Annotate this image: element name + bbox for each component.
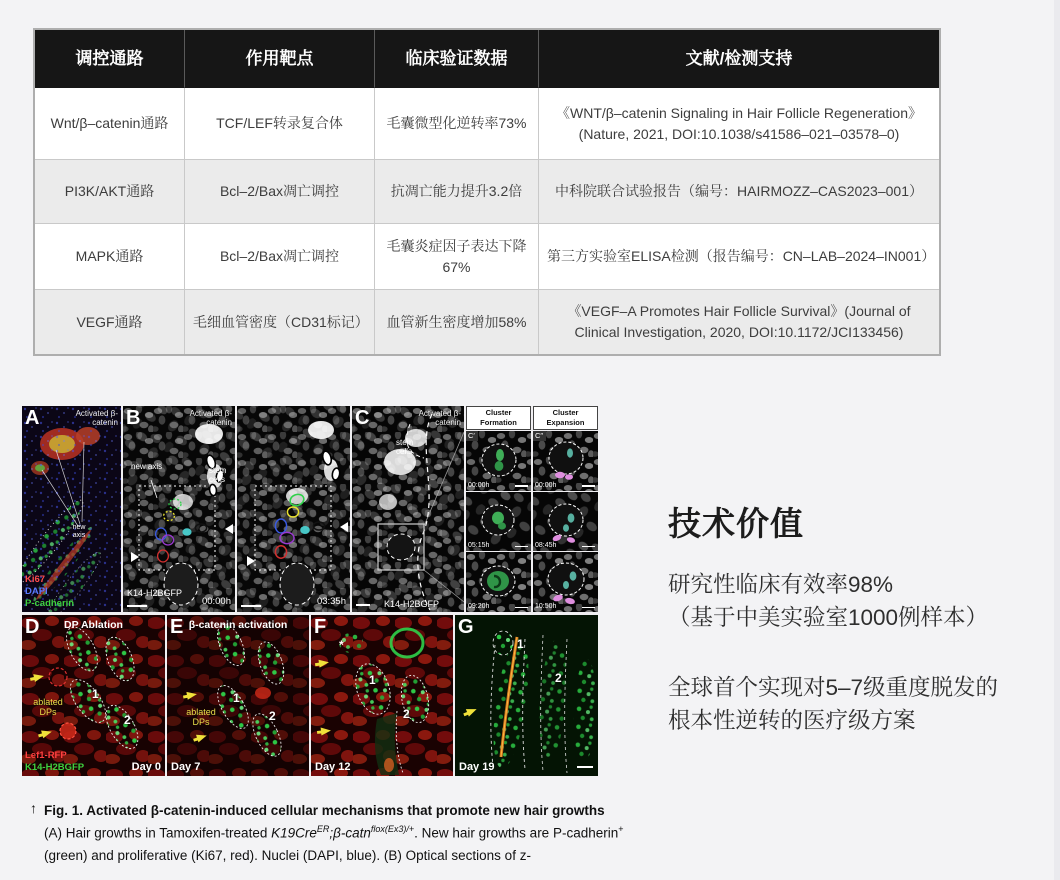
white-arrowhead-icon (131, 552, 139, 562)
table-header-clinical: 临床验证数据 (375, 30, 539, 88)
yellow-arrow-icon (186, 690, 197, 700)
new-axis-label: new axis (72, 524, 86, 540)
day-label: Day 12 (315, 761, 351, 773)
panel-letter: B (126, 407, 141, 429)
figure-panel-b2 (237, 406, 350, 612)
table-cell: Bcl–2/Bax凋亡调控 (185, 160, 375, 224)
figure-panel-e (167, 615, 309, 776)
ki67-legend: Ki67 (25, 574, 46, 586)
follicle-number: 2 (555, 671, 562, 685)
gene-name: K19Cre (271, 825, 317, 841)
table-cell: 《WNT/β–catenin Signaling in Hair Follicle Regeneration》 (Nature, 2021, DOI:10.1038/s41586–021–03578–0) (539, 88, 939, 160)
white-arrowhead-icon (340, 522, 348, 532)
pcadherin-legend: P-cadherin (25, 598, 75, 610)
caption-text (44, 800, 632, 867)
activated-b-catenin-label: Activated β-catenin (418, 409, 461, 427)
follicle-number: 2 (124, 713, 131, 727)
follicle-number: 2 (269, 709, 276, 723)
follicle-number: 2 (403, 707, 410, 721)
subpanel-label: C′ (466, 431, 478, 441)
gene-name: ;β-catn (329, 825, 371, 841)
up-arrow-icon: ↑ (30, 800, 37, 816)
cluster-formation-header: Cluster Formation (466, 406, 531, 430)
figure-1-microscopy (22, 406, 598, 776)
panel-letter: G (458, 616, 474, 638)
follicle-number: 1 (517, 637, 524, 651)
scale-bar (356, 604, 370, 606)
scale-bar (577, 766, 593, 768)
day-label: Day 7 (171, 761, 201, 773)
caption-line: . New hair growths are P-cadherin (414, 825, 619, 841)
panel-a-legend (25, 574, 74, 610)
gene-superscript: flox(Ex3)/+ (370, 824, 415, 834)
scale-bar (515, 607, 528, 609)
technical-value-section (668, 498, 1040, 738)
follicle-number: 1 (369, 673, 376, 687)
grayscale-image (352, 406, 464, 612)
asterisk-marker: * (339, 638, 344, 652)
scale-bar (241, 605, 261, 607)
b-catenin-activation-title: β-catenin activation (188, 619, 288, 631)
page-edge-strip (1054, 0, 1060, 880)
dp-ablation-title: DP Ablation (64, 619, 123, 631)
follicle-number: 1 (92, 687, 99, 701)
fluorescence-image (455, 615, 598, 776)
table-cell: 毛囊炎症因子表达下降67% (375, 224, 539, 290)
cluster-formation-tile (466, 492, 531, 552)
follicle-number: 1 (233, 691, 240, 705)
day-label: Day 19 (459, 761, 495, 773)
cluster-expansion-tile (533, 492, 598, 552)
figure-panel-f (311, 615, 453, 776)
k14-h2bgfp-label: K14-H2BGFP (127, 587, 183, 598)
table-header-support: 文献/检测支持 (539, 30, 939, 88)
subpanel-label: C″ (533, 431, 546, 441)
table-cell: Bcl–2/Bax凋亡调控 (185, 224, 375, 290)
table-cell: 毛囊微型化逆转率73% (375, 88, 539, 160)
table-cell: TCF/LEF转录复合体 (185, 88, 375, 160)
table-cell: 抗凋亡能力提升3.2倍 (375, 160, 539, 224)
scale-bar (515, 485, 528, 487)
grayscale-image (123, 406, 235, 612)
ablated-dps-label: ablated DPs (186, 707, 216, 728)
panel-letter: D (25, 616, 40, 638)
superscript-plus: + (618, 824, 624, 834)
day-label: Day 0 (131, 761, 161, 773)
timestamp: 03:35h (316, 596, 346, 608)
figure-panel-g (455, 615, 598, 776)
panel-letter: E (170, 616, 184, 638)
table-cell: MAPK通路 (35, 224, 185, 290)
timestamp: 09:20h (468, 603, 490, 611)
dapi-legend: DAPI (25, 586, 48, 598)
white-arrowhead-icon (225, 524, 233, 534)
pathway-table (33, 28, 941, 356)
cluster-formation-column (466, 406, 531, 612)
efficacy-line1: 研究性临床有效率98% (668, 572, 894, 597)
figure-caption (30, 800, 632, 867)
cluster-expansion-tile (533, 431, 598, 491)
cluster-expansion-tile (533, 552, 598, 612)
panel-letter: F (314, 616, 327, 638)
k14-h2bgfp-label: K14-H2BGFP (384, 598, 440, 609)
table-header-pathway: 调控通路 (35, 30, 185, 88)
gene-superscript: ER (316, 824, 330, 834)
table-cell: 第三方实验室ELISA检测（报告编号：CN–LAB–2024–IN001） (539, 224, 939, 290)
section-heading: 技术价值 (668, 505, 804, 542)
table-cell: 中科院联合试验报告（编号：HAIRMOZZ–CAS2023–001） (539, 160, 939, 224)
table-header-target: 作用靶点 (185, 30, 375, 88)
timestamp: 00:00h (535, 481, 557, 489)
global-line1: 全球首个实现对5–7级重度脱发的 (668, 675, 999, 701)
table-cell: PI3K/AKT通路 (35, 160, 185, 224)
timestamp: 05:15h (468, 542, 490, 550)
global-line2: 根本性逆转的医疗级方案 (668, 707, 916, 733)
yellow-arrow-icon (321, 726, 332, 735)
table-cell: 毛细血管密度（CD31标记） (185, 290, 375, 354)
activated-b-catenin-label: Activated β-catenin (75, 409, 118, 427)
timestamp: 08:45h (535, 542, 557, 550)
figure-panel-d (22, 615, 165, 776)
table-cell: VEGF通路 (35, 290, 185, 354)
figure-panel-c (352, 406, 464, 612)
efficacy-line2: （基于中美实验室1000例样本） (668, 604, 989, 630)
activated-b-catenin-label: Activated β-catenin (189, 409, 232, 427)
scale-bar (582, 607, 595, 609)
caption-line: (green) and proliferative (Ki67, red). Nuclei (DAPI, blue). (B) Optical sections of z- (44, 847, 531, 863)
white-arrowhead-icon (247, 556, 255, 566)
scale-bar (582, 546, 595, 548)
grayscale-image (237, 406, 350, 612)
yellow-arrow-icon (318, 658, 329, 667)
scale-bar (582, 485, 595, 487)
lef1-rfp-legend: Lef1-RFP (25, 750, 67, 762)
timestamp: 10:50h (535, 603, 557, 611)
table-cell: 血管新生密度增加58% (375, 290, 539, 354)
panel-letter: A (25, 407, 40, 429)
caption-line: (A) Hair growths in Tamoxifen-treated (44, 825, 272, 841)
scale-bar (127, 605, 147, 607)
efficacy-statement (668, 569, 1040, 634)
figure-panel-b1 (123, 406, 235, 612)
timestamp: 00:00h (468, 481, 490, 489)
global-first-statement (668, 672, 1040, 737)
panel-d-legend (25, 750, 84, 774)
table-cell: 《VEGF–A Promotes Hair Follicle Survival》(Journal of Clinical Investigation, 2020, DOI:10.1172/JCI133456) (539, 290, 939, 354)
cluster-expansion-header: Cluster Expansion (533, 406, 598, 430)
figure-panel-a (22, 406, 121, 612)
k14-h2bgfp-legend: K14-H2BGFP (25, 762, 85, 774)
new-axis-label: new axis (131, 462, 163, 471)
stem-cells-label: stem cells (209, 466, 227, 485)
ablated-dps-label: ablated DPs (33, 697, 63, 718)
cluster-expansion-column (533, 406, 598, 612)
panel-letter: C (355, 407, 370, 429)
timestamp: 00:00h (201, 596, 231, 608)
caption-title: Fig. 1. Activated β-catenin-induced cellular mechanisms that promote new hair growths (44, 803, 605, 818)
stem-cells-label: stem cells (396, 438, 414, 457)
scale-bar (515, 546, 528, 548)
table-cell: Wnt/β–catenin通路 (35, 88, 185, 160)
cluster-formation-tile (466, 431, 531, 491)
cluster-formation-tile (466, 552, 531, 612)
fluorescence-image (311, 615, 453, 776)
